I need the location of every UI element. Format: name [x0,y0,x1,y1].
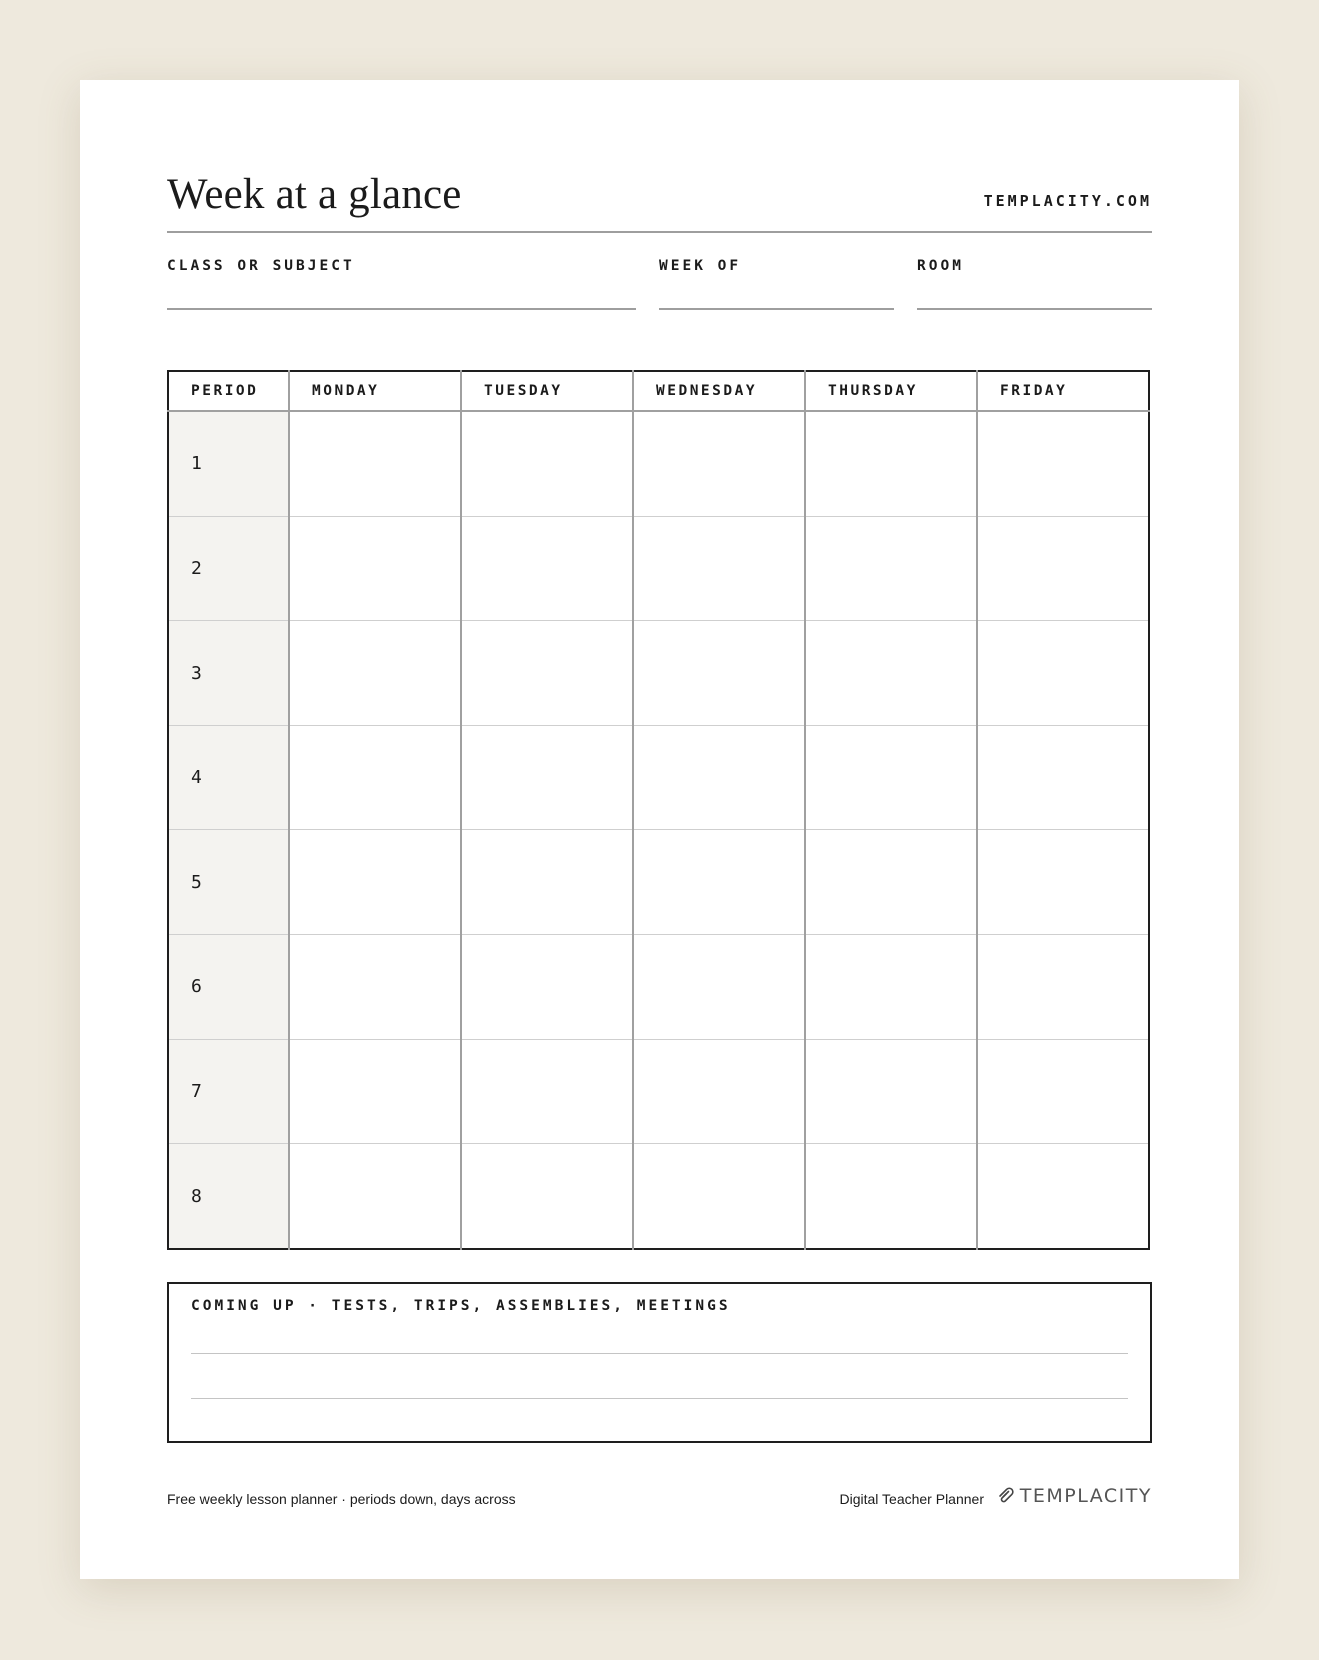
site-url: TEMPLACITY.COM [983,192,1152,210]
lesson-cell[interactable] [633,1039,805,1144]
lesson-cell[interactable] [461,935,633,1040]
lesson-cell[interactable] [805,935,977,1040]
table-row [168,411,1149,516]
lesson-cell[interactable] [805,1144,977,1249]
lesson-cell[interactable] [805,830,977,935]
lesson-cell[interactable] [977,935,1149,1040]
period-number: 3 [168,621,289,726]
brand-logo [997,1485,1152,1507]
lesson-cell[interactable] [289,725,461,830]
table-row [168,516,1149,621]
period-number: 1 [168,411,289,516]
day-header-monday: MONDAY [289,371,461,411]
footer-product: Digital Teacher Planner [839,1491,984,1507]
table-row [168,1144,1149,1249]
table-row [168,621,1149,726]
lesson-cell[interactable] [461,830,633,935]
room-label: ROOM [917,258,964,274]
period-number: 8 [168,1144,289,1249]
planner-sheet [80,80,1239,1579]
lesson-cell[interactable] [977,725,1149,830]
lesson-cell[interactable] [977,1144,1149,1249]
day-header-thursday: THURSDAY [805,371,977,411]
lesson-cell[interactable] [461,725,633,830]
room-field[interactable] [917,258,1152,274]
coming-up-line[interactable] [191,1353,1128,1354]
coming-up-box [167,1282,1152,1443]
week-of-line[interactable] [659,308,894,310]
lesson-cell[interactable] [977,1039,1149,1144]
lesson-cell[interactable] [633,516,805,621]
footer-tagline: Free weekly lesson planner · periods down, days across [167,1491,516,1507]
lesson-cell[interactable] [633,411,805,516]
lesson-cell[interactable] [289,830,461,935]
paperclip-logo-icon [997,1487,1015,1505]
lesson-cell[interactable] [289,1039,461,1144]
lesson-cell[interactable] [289,1144,461,1249]
room-line[interactable] [917,308,1152,310]
lesson-cell[interactable] [633,830,805,935]
lesson-cell[interactable] [977,411,1149,516]
lesson-cell[interactable] [805,516,977,621]
coming-up-label: COMING UP · TESTS, TRIPS, ASSEMBLIES, MEETINGS [191,1298,731,1314]
lesson-cell[interactable] [289,516,461,621]
lesson-cell[interactable] [289,411,461,516]
lesson-cell[interactable] [805,411,977,516]
lesson-cell[interactable] [633,1144,805,1249]
table-row [168,725,1149,830]
day-header-wednesday: WEDNESDAY [633,371,805,411]
period-header: PERIOD [168,371,289,411]
period-number: 5 [168,830,289,935]
lesson-cell[interactable] [805,725,977,830]
week-of-field[interactable] [659,258,894,274]
day-header-friday: FRIDAY [977,371,1149,411]
table-row [168,830,1149,935]
period-number: 6 [168,935,289,1040]
lesson-cell[interactable] [633,621,805,726]
lesson-cell[interactable] [289,935,461,1040]
table-row [168,1039,1149,1144]
footer [167,1485,1152,1515]
lesson-cell[interactable] [461,411,633,516]
title-row [167,170,1152,233]
lesson-cell[interactable] [977,621,1149,726]
day-header-tuesday: TUESDAY [461,371,633,411]
lesson-cell[interactable] [805,621,977,726]
class-subject-field[interactable] [167,258,636,274]
lesson-cell[interactable] [805,1039,977,1144]
header-row [168,371,1149,411]
lesson-cell[interactable] [977,516,1149,621]
period-number: 2 [168,516,289,621]
schedule-grid [167,370,1150,1250]
week-of-label: WEEK OF [659,258,742,274]
brand-name: TEMPLACITY [1019,1485,1152,1507]
lesson-cell[interactable] [461,621,633,726]
lesson-cell[interactable] [977,830,1149,935]
class-subject-label: CLASS OR SUBJECT [167,258,355,274]
lesson-cell[interactable] [461,1144,633,1249]
coming-up-line[interactable] [191,1398,1128,1399]
lesson-cell[interactable] [633,935,805,1040]
lesson-cell[interactable] [461,516,633,621]
table-row [168,935,1149,1040]
period-number: 4 [168,725,289,830]
lesson-cell[interactable] [461,1039,633,1144]
period-number: 7 [168,1039,289,1144]
page-title: Week at a glance [167,171,462,218]
lesson-cell[interactable] [289,621,461,726]
lesson-cell[interactable] [633,725,805,830]
class-subject-line[interactable] [167,308,636,310]
